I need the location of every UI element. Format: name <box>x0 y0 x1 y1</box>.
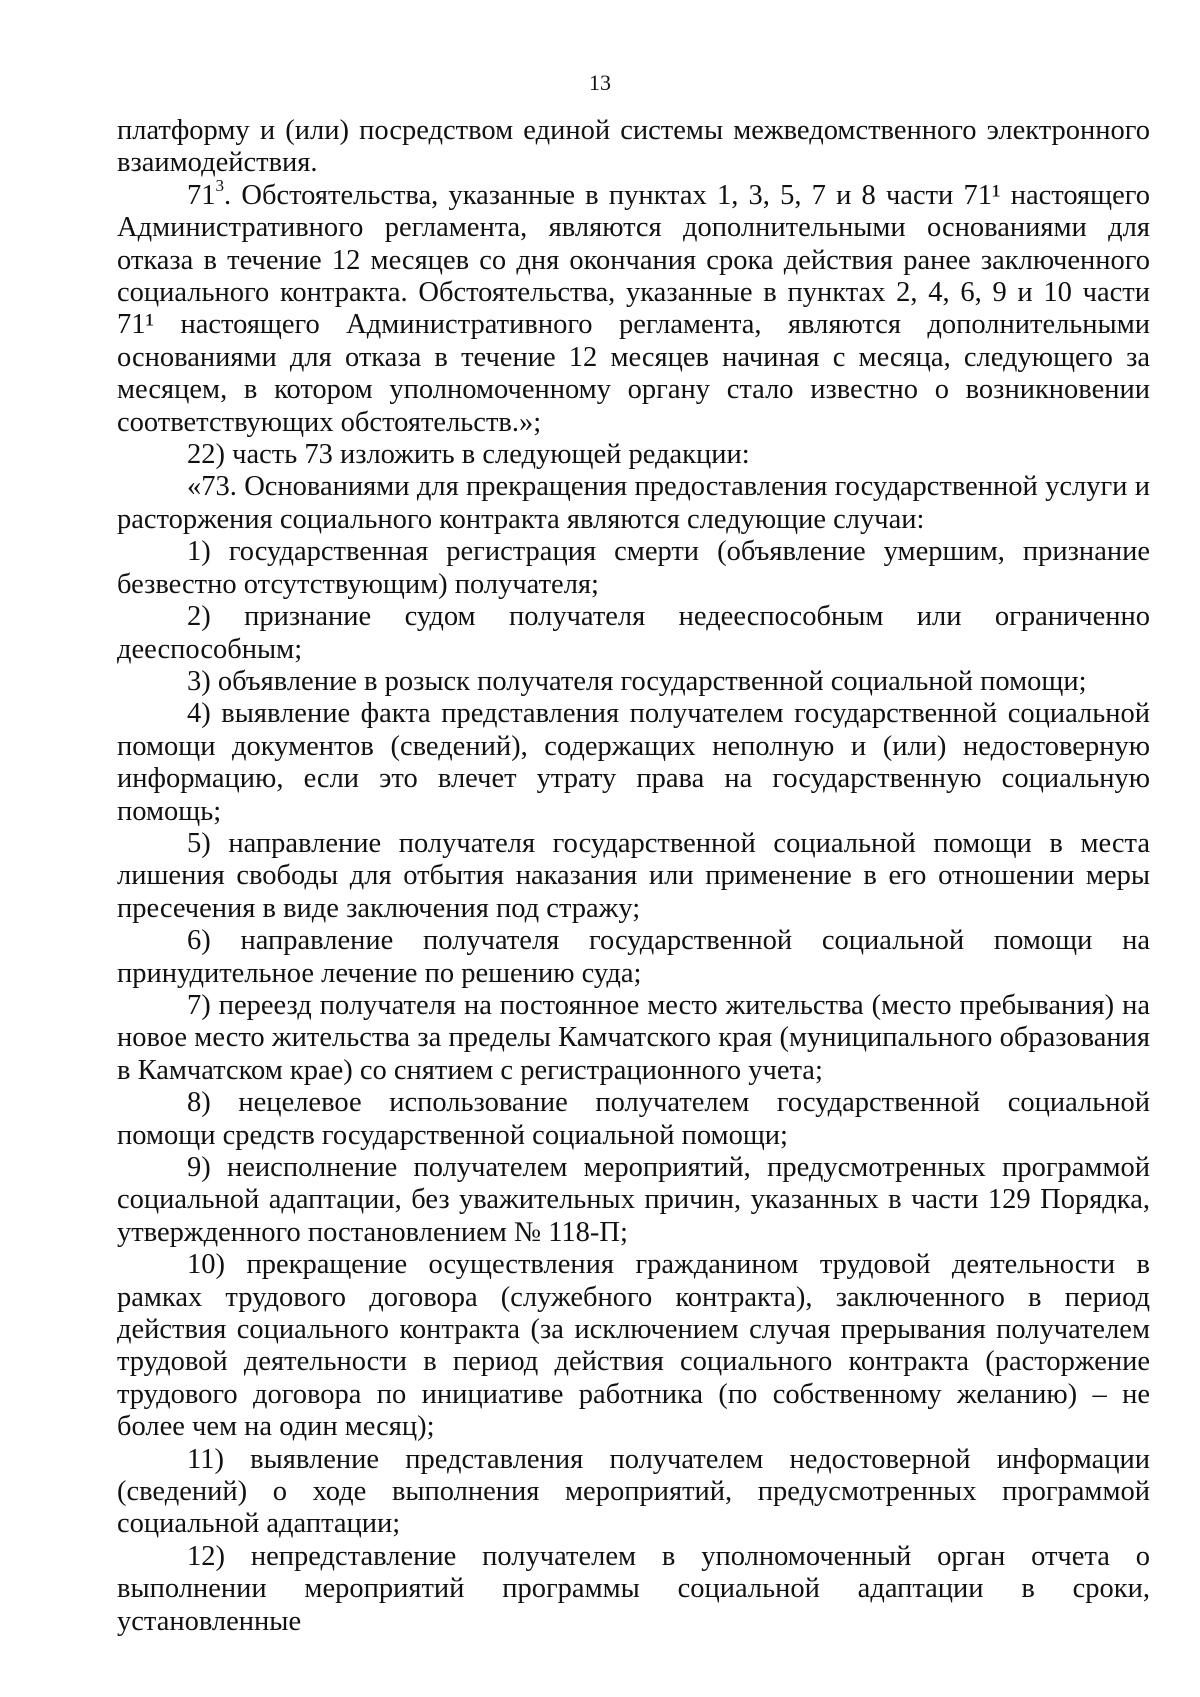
list-item: 4) выявление факта представления получателем государственной социальной помощи документов (сведений), содержащих неполную и (или) недостоверную информацию, если это влечет утрату права на государственную социальную помощь; <box>117 698 1150 827</box>
paragraph-71-3 <box>117 176 1150 439</box>
clause-number-superscript: 3 <box>215 176 225 195</box>
document-body <box>117 115 1150 1638</box>
list-item: 6) направление получателя государственной социальной помощи на принудительное лечение по решению суда; <box>117 925 1150 989</box>
clause-number: 71 <box>187 179 216 211</box>
paragraph: платформу и (или) посредством единой системы межведомственного электронного взаимодействия. <box>117 115 1150 179</box>
list-item: 9) неисполнение получателем мероприятий, предусмотренных программой социальной адаптации, без уважительных причин, указанных в части 129 Порядка, утвержденного постановлением № 118-П; <box>117 1152 1150 1248</box>
list-item: 7) переезд получателя на постоянное место жительства (место пребывания) на новое место жительства за пределы Камчатского края (муниципального образования в Камчатском крае) со снятием с регистрационного учета; <box>117 989 1150 1086</box>
page-number: 13 <box>589 70 611 95</box>
list-item: 1) государственная регистрация смерти (объявление умершим, признание безвестно отсутствующим) получателя; <box>117 536 1150 600</box>
list-item: 12) непредставление получателем в уполномоченный орган отчета о выполнении мероприятий программы социальной адаптации в сроки, установленные <box>117 1540 1150 1637</box>
list-item: 3) объявление в розыск получателя государственной социальной помощи; <box>187 665 1087 697</box>
clause-text: . Обстоятельства, указанные в пунктах 1, 3, 5, 7 и 8 части 71¹ настоящего Административного регламента, являются дополнительными основаниями для отказа в течение 12 месяцев со дня окончания срока действия ранее заключенного социального контракта. Обстоятельства, указанные в пунктах 2, 4, 6, 9 и 10 части 71¹ настоящего Административного регламента, являются дополнительными основаниями для отказа в течение 12 месяцев начиная с месяца, следующего за месяцем, в котором уполномоченному органу стало известно о возникновении соответствующих обстоятельств.»; <box>117 179 1150 438</box>
list-item: 2) признание судом получателя недееспособным или ограниченно дееспособным; <box>117 601 1150 665</box>
list-item: 10) прекращение осуществления гражданином трудовой деятельности в рамках трудового договора (служебного контракта), заключенного в период действия социального контракта (за исключением случая прерывания получателем трудовой деятельности в период действия социального контракта (расторжение трудового договора по инициативе работника (по собственному желанию) – не более чем на один месяц); <box>117 1249 1150 1443</box>
list-item: 5) направление получателя государственной социальной помощи в места лишения свободы для отбытия наказания или применение в его отношении меры пресечения в виде заключения под стражу; <box>117 827 1150 924</box>
list-item: 8) нецелевое использование получателем государственной социальной помощи средств государственной социальной помощи; <box>117 1087 1150 1151</box>
paragraph: «73. Основаниями для прекращения предоставления государственной услуги и расторжения социального контракта являются следующие случаи: <box>117 471 1150 535</box>
paragraph: 22) часть 73 изложить в следующей редакции: <box>187 439 750 471</box>
list-item: 11) выявление представления получателем недостоверной информации (сведений) о ходе выполнения мероприятий, предусмотренных программой социальной адаптации; <box>117 1443 1150 1540</box>
